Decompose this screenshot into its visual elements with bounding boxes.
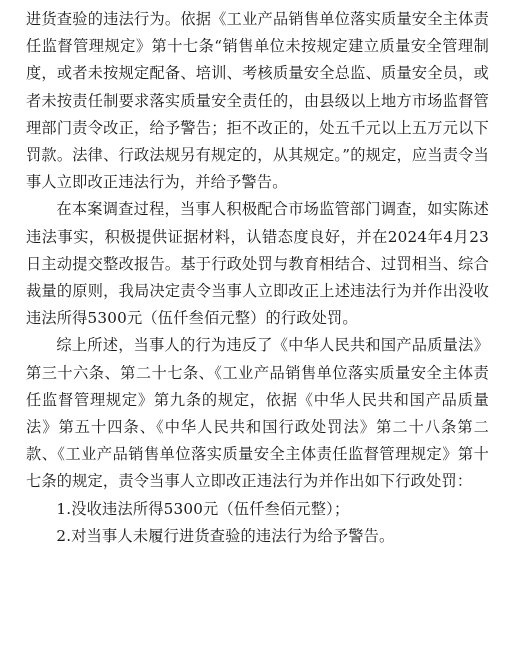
paragraph-conclusion: 综上所述，当事人的行为违反了《中华人民共和国产品质量法》第三十六条、第二十七条、《工业产品销售单位落实质量安全主体责任监督管理规定》第九条的规定，依据《中华人民共和国产品质量法》第五十四条、《中华人民共和国行政处罚法》第二十八条第二款、《工业产品销售单位落实质量安全主体责任监督管理规定》第十七条的规定，责令当事人立即改正违法行为并作出如下行政处罚： [26, 336, 489, 491]
penalty-item-2: 2.对当事人未履行进货查验的违法行为给予警告。 [56, 526, 395, 545]
penalty-item-1: 1.没收违法所得5300元（伍仟叁佰元整）； [56, 499, 350, 518]
paragraph-violation-basis: 进货查验的违法行为。依据《工业产品销售单位落实质量安全主体责任监督管理规定》第十七条“销售单位未按规定建立质量安全管理制度，或者未按规定配备、培训、考核质量安全总监、质量安全员，或者未按责任制要求落实质量安全责任的，由县级以上地方市场监督管理部门责令改正，给予警告；拒不改正的，处五千元以上五万元以下罚款。法律、行政法规另有规定的，从其规定。”的规定，应当责令当事人立即改正违法行为，并给予警告。 [26, 10, 489, 192]
paragraph-investigation: 在本案调查过程，当事人积极配合市场监管部门调查，如实陈述违法事实，积极提供证据材料，认错态度良好，并在2024年4月23日主动提交整改报告。基于行政处罚与教育相结合、过罚相当、综合裁量的原则，我局决定责令当事人立即改正上述违法行为并作出没收违法所得5300元（伍仟叁佰元整）的行政处罚。 [26, 200, 489, 328]
